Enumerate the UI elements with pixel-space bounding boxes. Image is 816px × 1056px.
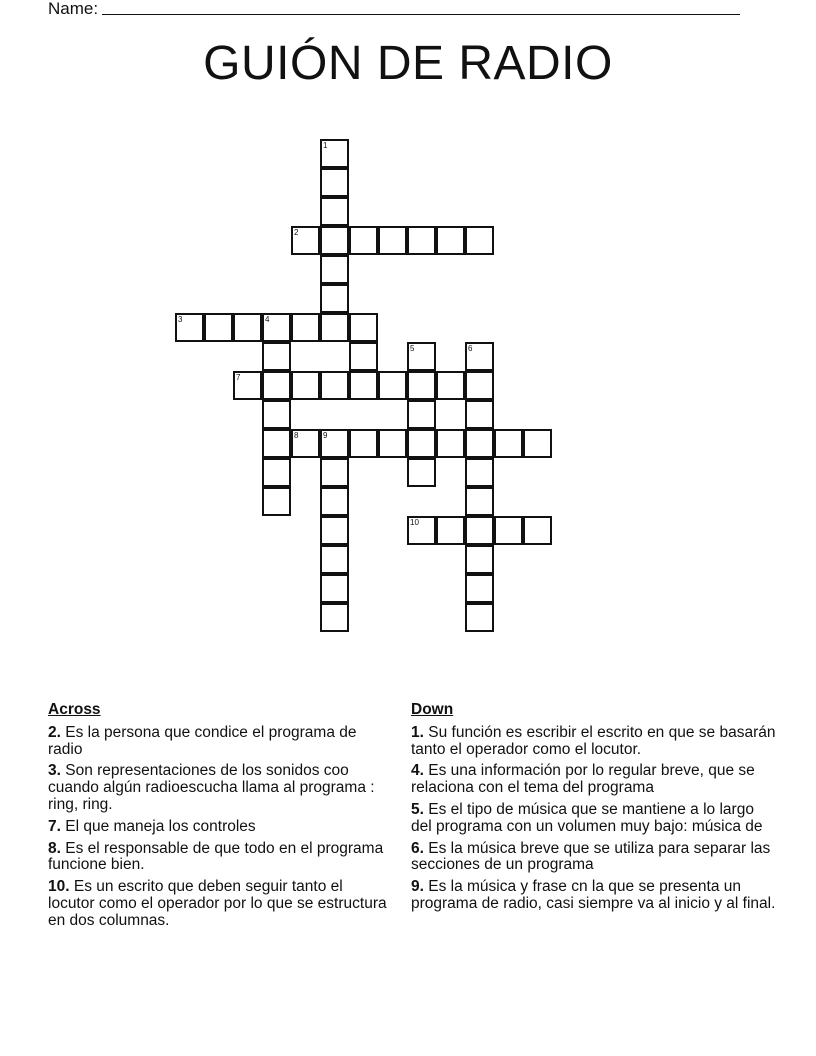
crossword-cell[interactable] (262, 342, 291, 371)
down-clues (411, 702, 776, 918)
crossword-cell[interactable] (262, 371, 291, 400)
cell-number: 6 (468, 344, 473, 353)
cell-number: 9 (323, 431, 328, 440)
down-heading: Down (411, 701, 454, 718)
crossword-cell[interactable] (378, 429, 407, 458)
clue-number: 5. (411, 800, 424, 818)
clue-text: Es la música breve que se utiliza para separar las secciones de un programa (411, 839, 771, 874)
cell-number: 4 (265, 315, 270, 324)
clue-number: 1. (411, 723, 424, 741)
clue-number: 8. (48, 839, 61, 857)
clue-down-4 (411, 763, 776, 797)
crossword-cell[interactable] (349, 429, 378, 458)
crossword-cell[interactable] (320, 255, 349, 284)
crossword-cell[interactable] (262, 429, 291, 458)
crossword-cell[interactable] (320, 545, 349, 574)
clue-text: Es un escrito que deben seguir tanto el locutor como el operador por lo que se estructura en dos columnas. (48, 878, 387, 929)
crossword-cell[interactable] (291, 226, 320, 255)
crossword-cell[interactable] (465, 545, 494, 574)
crossword-cell[interactable] (349, 342, 378, 371)
crossword-cell[interactable] (465, 574, 494, 603)
crossword-cell[interactable] (436, 226, 465, 255)
crossword-cell[interactable] (407, 342, 436, 371)
clue-across-10 (48, 879, 388, 929)
crossword-cell[interactable] (320, 226, 349, 255)
crossword-cell[interactable] (320, 371, 349, 400)
crossword-cell[interactable] (320, 284, 349, 313)
crossword-cell[interactable] (262, 313, 291, 342)
clue-across-8 (48, 841, 388, 875)
crossword-cell[interactable] (262, 458, 291, 487)
crossword-cell[interactable] (465, 487, 494, 516)
clue-text: El que maneja los controles (65, 817, 256, 835)
cell-number: 10 (410, 518, 419, 527)
crossword-cell[interactable] (204, 313, 233, 342)
crossword-cell[interactable] (320, 313, 349, 342)
clue-number: 2. (48, 723, 61, 741)
crossword-cell[interactable] (378, 226, 407, 255)
crossword-cell[interactable] (320, 168, 349, 197)
cell-number: 3 (178, 315, 183, 324)
crossword-cell[interactable] (494, 429, 523, 458)
crossword-cell[interactable] (175, 313, 204, 342)
cell-number: 2 (294, 228, 299, 237)
crossword-cell[interactable] (465, 226, 494, 255)
clue-text: Es el tipo de música que se mantiene a lo largo del programa con un volumen muy bajo: música de (411, 800, 763, 835)
crossword-cell[interactable] (262, 487, 291, 516)
across-clues (48, 702, 388, 935)
crossword-cell[interactable] (523, 429, 552, 458)
clue-down-1 (411, 725, 776, 759)
crossword-cell[interactable] (523, 516, 552, 545)
crossword-cell[interactable] (465, 516, 494, 545)
crossword-cell[interactable] (320, 487, 349, 516)
crossword-cell[interactable] (436, 516, 465, 545)
crossword-cell[interactable] (262, 400, 291, 429)
clue-number: 4. (411, 762, 424, 780)
clue-across-2 (48, 725, 388, 759)
crossword-cell[interactable] (465, 458, 494, 487)
clue-down-6 (411, 841, 776, 875)
crossword-cell[interactable] (436, 371, 465, 400)
crossword-cell[interactable] (465, 603, 494, 632)
crossword-cell[interactable] (407, 371, 436, 400)
crossword-cell[interactable] (291, 429, 320, 458)
crossword-cell[interactable] (233, 371, 262, 400)
crossword-cell[interactable] (407, 516, 436, 545)
clue-across-3 (48, 763, 388, 813)
crossword-cell[interactable] (436, 429, 465, 458)
clue-down-9 (411, 879, 776, 913)
crossword-cell[interactable] (407, 429, 436, 458)
crossword-cell[interactable] (349, 371, 378, 400)
clue-number: 6. (411, 839, 424, 857)
clue-down-5 (411, 802, 776, 836)
crossword-cell[interactable] (378, 371, 407, 400)
crossword-cell[interactable] (407, 458, 436, 487)
crossword-cell[interactable] (407, 226, 436, 255)
name-label: Name: (48, 0, 99, 18)
clue-text: Es el responsable de que todo en el programa funcione bien. (48, 839, 384, 874)
crossword-cell[interactable] (320, 516, 349, 545)
crossword-cell[interactable] (465, 342, 494, 371)
clue-text: Es la persona que condice el programa de radio (48, 723, 357, 758)
crossword-cell[interactable] (349, 226, 378, 255)
crossword-cell[interactable] (320, 458, 349, 487)
crossword-cell[interactable] (320, 574, 349, 603)
crossword-cell[interactable] (233, 313, 262, 342)
clue-number: 3. (48, 762, 61, 780)
cell-number: 5 (410, 344, 415, 353)
crossword-cell[interactable] (349, 313, 378, 342)
crossword-cell[interactable] (494, 516, 523, 545)
crossword-cell[interactable] (320, 603, 349, 632)
cell-number: 7 (236, 373, 241, 382)
clue-number: 7. (48, 817, 61, 835)
clue-number: 10. (48, 878, 70, 896)
clue-across-7 (48, 819, 388, 836)
cell-number: 8 (294, 431, 299, 440)
clue-text: Su función es escribir el escrito en que se basarán tanto el operador como el locutor. (411, 723, 776, 758)
crossword-cell[interactable] (291, 371, 320, 400)
crossword-cell[interactable] (320, 197, 349, 226)
crossword-cell[interactable] (291, 313, 320, 342)
crossword-cell[interactable] (465, 429, 494, 458)
crossword-cell[interactable] (407, 400, 436, 429)
crossword-cell[interactable] (465, 371, 494, 400)
across-heading: Across (48, 701, 101, 718)
cell-number: 1 (323, 141, 328, 150)
crossword-cell[interactable] (465, 400, 494, 429)
crossword-cell[interactable] (320, 429, 349, 458)
page-title: GUIÓN DE RADIO (203, 37, 613, 90)
crossword-cell[interactable] (320, 139, 349, 168)
clue-text: Es la música y frase cn la que se presenta un programa de radio, casi siempre va al inicio y al final. (411, 878, 776, 912)
clue-text: Son representaciones de los sonidos coo cuando algún radioescucha llama al programa : ring, ring. (48, 762, 375, 813)
clue-text: Es una información por lo regular breve, que se relaciona con el tema del programa (411, 762, 755, 797)
clue-number: 9. (411, 878, 424, 896)
